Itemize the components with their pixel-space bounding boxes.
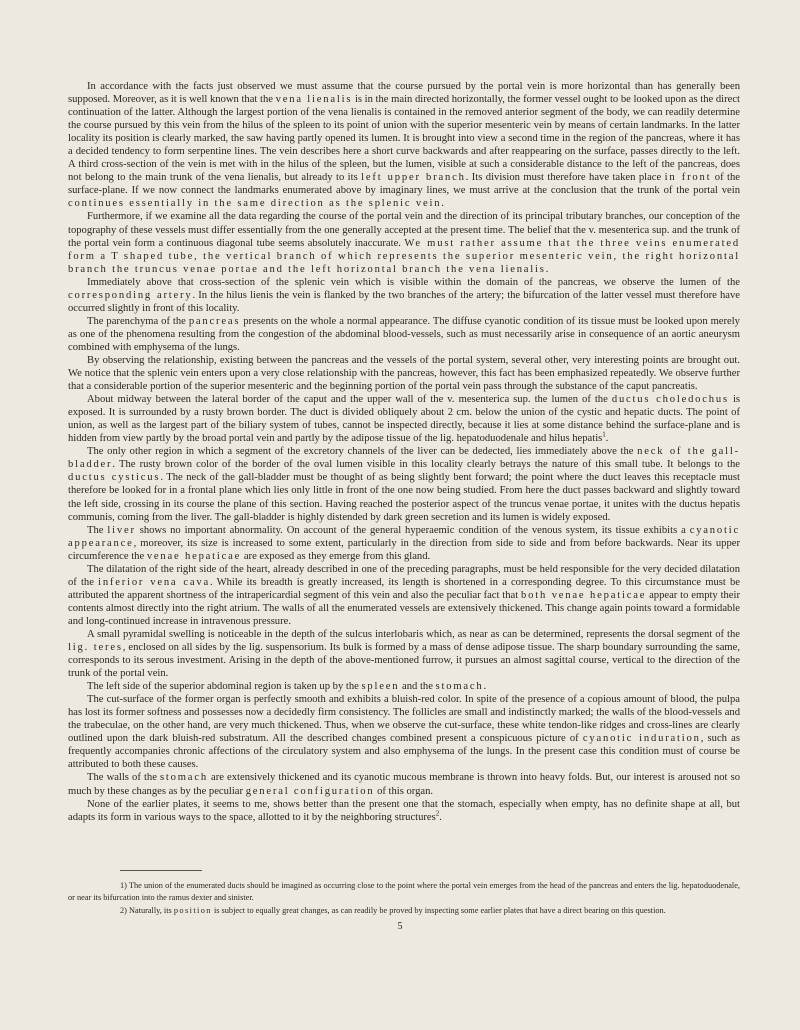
text-run: . (439, 811, 442, 823)
text-run: . While its breadth is greatly increased, its length is shortened in a corresponding degree. To this circumstance must be attributed the apparent shortness of the intrapericardial segment of this vein and also the peculiar fact that (68, 576, 740, 601)
text-run: . Its division must therefore have taken place (465, 172, 665, 184)
footnote (68, 880, 740, 905)
spaced-term: ductus cysticus (68, 472, 161, 484)
paragraph (68, 80, 740, 210)
spaced-term: position (173, 905, 212, 915)
text-run: . (483, 681, 487, 693)
text-run: In accordance with the facts just observed we must assume that the course pursued by the portal vein is more horizontal than has generally been supposed. Moreover, as it is well known that the (68, 81, 740, 106)
text-run: The dilatation of the right side of the heart, already described in one of the preceding paragraphs, must be held responsible for the very decided dilatation of the (68, 563, 740, 588)
footnote-text: 2) Naturally, its (120, 905, 174, 915)
text-run: . (545, 263, 549, 275)
paragraph (68, 276, 740, 315)
spaced-term: inferior vena cava (98, 576, 210, 588)
text-run: About midway between the lateral border of the caput and the upper wall of the v. mesenterica sup. the lumen of the (87, 394, 612, 406)
text-run: By observing the relationship, existing between the pancreas and the vessels of the portal system, several other, very interesting points are brought out. We notice that the splenic vein enters upon a very close relationship with the pancreas, however, this fact has been emphasized repeatedly. We observe further that a considerable portion of the superior mesenteric and the beginning portion of the portal vein pass through the substance of the caput pancreatis. (68, 354, 740, 393)
paragraph (68, 628, 740, 680)
text-run: The (87, 524, 108, 536)
text-run: presents on the whole a normal appearance. The diffuse cyanotic condition of its tissue must be looked upon merely as one of the phenomena resulting from the congestion of the abdominal blood-vessels, such as must necessarily arise in consequence of an aortic aneurysm combined with emphysema of the lungs. (68, 315, 740, 353)
text-run: . (605, 433, 609, 445)
text-run: None of the earlier plates, it seems to me, shows better than the present one that the stomach, especially when empty, has no definite shape at all, but adapts its form in various ways to the space, allotted to it by the neighboring structures (68, 798, 740, 823)
footnote-text: is subject to equally great changes, as can readily be proved by inspecting some earlier plates that have a direct bearing on this question. (211, 905, 666, 915)
spaced-term: vena lienalis (275, 94, 353, 106)
text-run: shows no important abnormality. On account of the general hyperaemic condition of the venous system, its tissue exhibits a (135, 524, 690, 536)
spaced-term: in front (664, 172, 712, 184)
spaced-term: general configuration (245, 785, 375, 797)
text-run: of the surface-plane. If we now connect the landmarks enumerated above by imaginary lines, we must arrive at the conclusion that the trunk of the portal vein (68, 172, 740, 197)
text-run: is exposed. It is surrounded by a rusty brown border. The duct is divided obliquely about 2 cm. below the union of the cystic and hepatic ducts. The point of union, as well as the largest part of the biliary system of tubes, cannot be inspected directly, because it lies at some distance behind the surface-plane and is hidden from view partly by the broad portal vein and partly by the adipose tissue of the lig. hepatoduodenale and hilus hepatis (68, 394, 741, 445)
paragraph (68, 445, 740, 523)
text-run: of this organ. (374, 785, 434, 797)
text-run: . The rusty brown color of the border of the oval lumen visible in this locality clearly betrays the nature of this small tube. It belongs to the (112, 459, 740, 471)
footnote-rule (120, 870, 202, 871)
text-run: The only other region in which a segment of the excretory channels of the liver can be dedected, lies immediately above the (87, 446, 638, 458)
spaced-term: venae hepaticae (146, 550, 242, 562)
text-run: A small pyramidal swelling is noticeable in the depth of the sulcus interlobaris which, as near as can be determined, represents the dorsal segment of the (87, 628, 740, 640)
text-run: The cut-surface of the former organ is perfectly smooth and exhibits a bluish-red color. In spite of the presence of a copious amount of blood, the pulpa has lost its former softness and possesses now a decidedly firm consistency. The follicles are small and indistinctly marked; the walls of the blood-vessels and the trabeculae, on the other hand, are very much thickened. Thus, when we observe the cut-surface, these white tendon-like ridges and cross-lines are clearly outlined upon the dark bluish-red substratum. All the described changes combined present a conspicuous picture of (68, 694, 740, 745)
text-run: Furthermore, if we examine all the data regarding the course of the portal vein and the direction of its principal tributary branches, our conception of the topography of these vessels must differ essentially from the one generally accepted at the present time. The belief that the v. mesenterica sup. and the trunk of the portal vein form a continuous diagonal tube seems absolutely inaccurate. (68, 211, 740, 249)
text-run: . (441, 198, 444, 210)
text-run: . In the hilus lienis the vein is flanked by the two branches of the artery; the bifurcation of the latter vessel must therefore have occurred slightly in front of this locality. (68, 289, 740, 314)
text-run: are extensively thickened and its cyanotic mucous membrane is thrown into heavy folds. But, our interest is aroused not so much by these changes as by the peculiar (68, 772, 740, 797)
spaced-term: corresponding artery (68, 289, 193, 301)
spaced-term: both venae hepaticae (521, 589, 647, 601)
text-run: , enclosed on all sides by the lig. suspensorium. Its bulk is formed by a mass of dense adipose tissue. The sharp boundary surrounding the same, corresponds to its serous investment. Arising in the depth of the above-mentioned furrow, it pursues an almost sagittal course, vertical to the direction of the trunk of the portal vein. (68, 642, 740, 680)
page-number: 5 (397, 921, 403, 932)
paragraph (68, 693, 740, 771)
spaced-term: continues essentially in the same direction as the splenic vein (68, 198, 442, 210)
text-run: is in the main directed horizontally, the former vessel ought to be looked upon as the direct continuation of the latter. Although the largest portion of the vena lienalis is contained in the removed anterior segment of the body, we can readily determine the course pursued by this vein from the hilus of the spleen to its point of union with the superior mesenteric vein by means of certain landmarks. In the latter locality its position is clearly marked, the saw having partly opened its lumen. It is brought into view a second time in the region of the pancreas, where it has a decided tendency to form serpentine lines. The vein describes here a short curve backwards and after reappearing on the surface, passes directly to the left. A third cross-section of the vein is met with in the hilus of the spleen, but the lumen, visible at such a considerable distance to the left of the pancreas, does not belong to the main trunk of the vena lienalis, but already to its (68, 94, 740, 184)
paragraph (68, 771, 740, 797)
footnotes (68, 880, 740, 917)
text-run: appear to empty their contents almost directly into the right atrium. The walls of all the enumerated vessels are extensively thickened. This change again points toward a formidable and long-continued increase in intravenous pressure. (68, 589, 740, 627)
spaced-term: ductus choledochus (611, 394, 729, 406)
footnote-marker: 2 (435, 809, 440, 818)
spaced-term: liver (107, 524, 136, 536)
paragraph (68, 210, 740, 275)
footnote-marker: 1 (602, 430, 606, 439)
text-run: The parenchyma of the (87, 315, 189, 327)
spaced-term: stomach (160, 772, 208, 784)
spaced-term: cyanotic induration (582, 733, 701, 745)
text-run: are exposed as they emerge from this gland. (241, 550, 431, 562)
paragraph (68, 563, 740, 628)
paragraph (68, 680, 740, 693)
text-run: . The neck of the gall-bladder must be thought of as being slightly bent forward; the point where the duct leaves this receptacle must therefore be looked for in a frontal plane which lies only little in front of the one now being studied. From here the duct passes backward and slightly toward the left side, crossing in its course the plane of this section. Having reached the posterior aspect of the truncus venae portae, it unites with the ductus hepatis communis, coming from the liver. The gall-bladder is highly distended by dark green secretion and its lumen is widely exposed. (68, 472, 741, 523)
text-run: , moreover, its size is increased to some extent, particularly in the direction from side to side and from before backwards. Near its upper circumference the (68, 537, 740, 562)
spaced-term: left upper branch (361, 172, 466, 184)
footnote-text: 1) The union of the enumerated ducts should be imagined as occurring close to the point where the portal vein emerges from the head of the pancreas and enters the lig. hepatoduodenale, or near its bifurcation into the ramus dexter and sinister. (68, 881, 740, 903)
paragraph (68, 354, 740, 393)
text-run: The left side of the superior abdominal region is taken up by the (87, 681, 362, 693)
spaced-term: stomach (435, 681, 484, 693)
text-run: Immediately above that cross-section of the splenic vein which is visible within the domain of the pancreas, we observe the lumen of the (87, 276, 740, 288)
paragraph (68, 315, 740, 354)
spaced-term: spleen (361, 681, 400, 693)
paragraph (68, 524, 740, 563)
spaced-term: We must rather assume that the three veins enumerated form a T shaped tube, the vertical branch of which represents the superior mesenteric vein, the right horizontal branch the truncus venae portae and the left horizontal branch the vena lienalis (68, 237, 740, 275)
spaced-term: pancreas (188, 315, 241, 327)
text-run: , such as frequently accompanies chronic affections of the circulatory system and also emphysema of the lungs. In the present case this condition must of course be attributed to both these causes. (68, 733, 740, 771)
text-run: and the (399, 681, 436, 693)
footnote (68, 905, 740, 917)
spaced-term: neck of the gall-bladder (68, 446, 740, 471)
paragraph (68, 798, 740, 824)
paragraph (68, 393, 740, 445)
text-run: The walls of the (87, 772, 160, 784)
spaced-term: lig. teres (68, 642, 123, 654)
body-text (68, 80, 740, 824)
spaced-term: cyanotic appearance (68, 524, 740, 549)
